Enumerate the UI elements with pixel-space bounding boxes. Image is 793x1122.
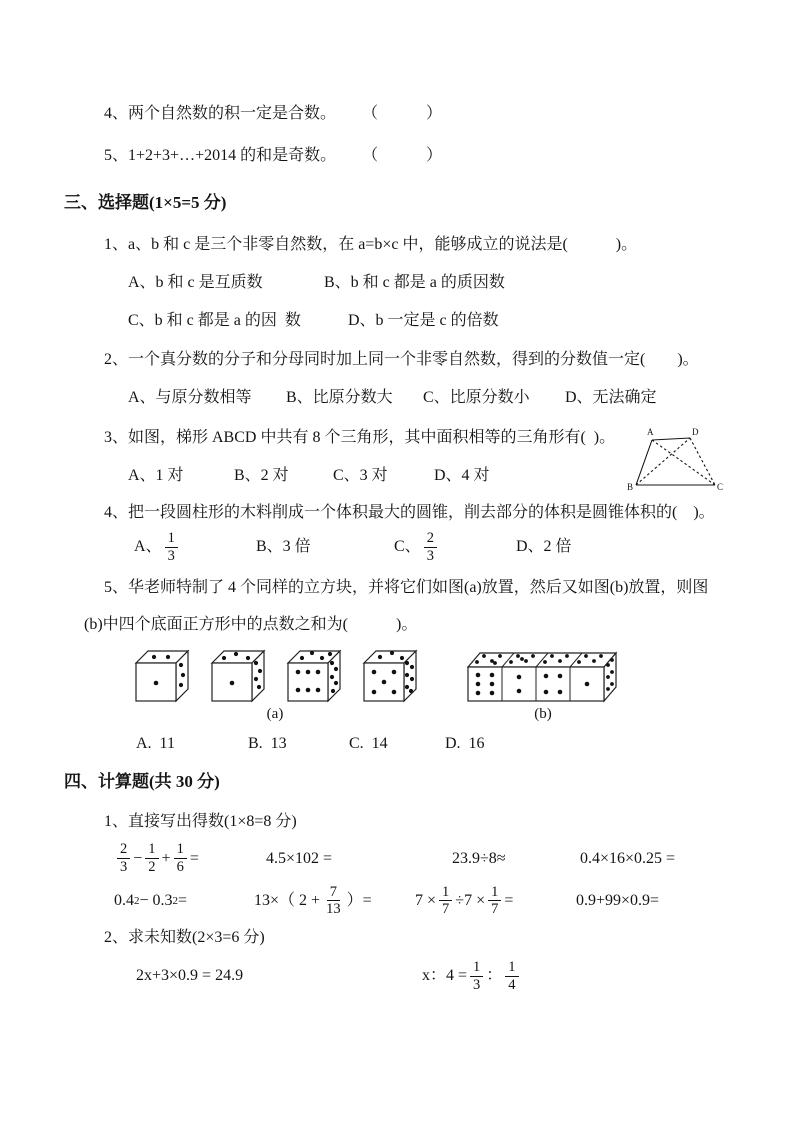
choice-q1-option-b: B、b 和 c 都是 a 的质因数 [324, 274, 505, 291]
calc-expr-3: 23.9÷8≈ [452, 849, 506, 867]
fraction-1-7: $\frac{1}{7}$ [439, 884, 452, 918]
fraction-7-13: $\frac{7}{13}$ [326, 883, 341, 918]
equals-sign: = [504, 891, 514, 909]
choice-q4-stem: 4、把一段圆柱形的木料削成一个体积最大的圆锥，削去部分的体积是圆锥体积的( )。 [104, 504, 715, 521]
figure-a-group [130, 645, 420, 722]
choice-q5-stem-line2: (b)中四个底面正方形中的点数之和为( )。 [84, 616, 418, 634]
choice-q3-option-d: D、4 对 [434, 467, 490, 484]
truefalse-item-5 [104, 144, 745, 167]
tf4-text: 4、两个自然数的积一定是合数。 [104, 105, 337, 122]
fraction-1-6: $\frac{1}{6}$ [174, 841, 187, 875]
option-c-label: C、 [394, 538, 421, 556]
expr-prefix: 7 × [415, 891, 437, 909]
choice-q4-options [134, 530, 745, 564]
section-calc-heading: 四、计算题(共 30 分) [64, 772, 220, 792]
choice-q3-stem: 3、如图，梯形 ABCD 中共有 8 个三角形，其中面积相等的三角形有( )。 [104, 429, 616, 446]
choice-q5-option-d: D. 16 [445, 735, 485, 753]
truefalse-item-4 [104, 102, 745, 125]
tf5-text: 5、1+2+3+…+2014 的和是奇数。 [104, 147, 337, 164]
expr-suffix: ）= [346, 891, 372, 909]
choice-q4-option-c [394, 530, 516, 564]
choice-q4-option-a [134, 530, 256, 564]
choice-q1-option-a: A、b 和 c 是互质数 [128, 274, 263, 291]
calc-expr-099: 0.9+99×0.9= [576, 891, 660, 909]
calc-expr-13x [254, 884, 415, 918]
equals-sign: = [189, 849, 199, 867]
calc-sub2-row [136, 959, 745, 993]
fraction-2-3: $\frac{2}{3}$ [117, 841, 130, 875]
vertex-c-label: C [717, 482, 723, 492]
fraction-two-thirds: $\frac{2}{3}$ [424, 530, 437, 564]
vertex-b-label: B [627, 482, 634, 492]
figure-a-dice [130, 645, 420, 705]
exponent: 2 [172, 894, 179, 907]
choice-q3-option-a: A、1 对 [128, 467, 184, 484]
calc-expr-2: 4.5×102 = [266, 849, 333, 867]
figure-b-group [462, 645, 624, 722]
colon-sign: ： [486, 967, 503, 985]
equation-solve-x: 2x+3×0.9 = 24.9 [136, 967, 244, 985]
equation-proportion [422, 959, 522, 993]
fraction-1-4: $\frac{1}{4}$ [505, 959, 518, 993]
choice-q2-stem: 2、一个真分数的分子和分母同时加上同一个非零自然数，得到的分数值一定( )。 [104, 351, 699, 368]
choice-q5-options [136, 732, 745, 755]
choice-q1-options-cd [128, 309, 745, 332]
calc-sub2-title: 2、求未知数(2×3=6 分) [104, 929, 265, 947]
tf4-answer-paren: （ ） [370, 105, 443, 122]
die-2 [206, 645, 268, 705]
choice-q5-option-a: A. 11 [136, 735, 175, 753]
trapezoid-edges [636, 438, 715, 485]
choice-q1-option-d: D、b 一定是 c 的倍数 [348, 312, 499, 329]
calc-expr-squares [114, 891, 254, 911]
fraction-1-2: $\frac{1}{2}$ [145, 841, 158, 875]
base-0.3: − 0.3 [139, 891, 173, 909]
vertex-d-label: D [692, 427, 699, 437]
choice-q2-options [128, 386, 745, 409]
calc-expr-fractions [114, 841, 266, 875]
choice-q2-option-d: D、无法确定 [565, 389, 657, 406]
calc-row-2 [114, 884, 745, 918]
calc-expr-4: 0.4×16×0.25 = [580, 849, 676, 867]
choice-q1-options-ab [128, 271, 745, 294]
choice-q3-option-c: C、3 对 [333, 467, 388, 484]
die-4 [358, 645, 420, 705]
choice-q5-option-c: C. 14 [349, 735, 388, 753]
trapezoid-labels [627, 427, 723, 492]
plus-op: + [161, 849, 171, 867]
minus-op: − [133, 849, 143, 867]
choice-q3-block [64, 426, 745, 492]
die-3 [282, 645, 344, 705]
fraction-one-third: $\frac{1}{3}$ [165, 530, 178, 564]
option-a-label: A、 [134, 538, 162, 556]
vertex-a-label: A [647, 427, 654, 437]
equals-sign: = [178, 891, 188, 909]
dice-row-b [462, 645, 624, 705]
trapezoid-figure [627, 426, 723, 496]
dice-figures [130, 645, 745, 722]
calc-expr-sevens [415, 884, 576, 918]
choice-q1-stem: 1、a、b 和 c 是三个非零自然数，在 a=b×c 中，能够成立的说法是( )。 [104, 236, 638, 253]
fraction-1-7b: $\frac{1}{7}$ [488, 884, 501, 918]
proportion-prefix: x：4 = [422, 967, 468, 985]
fraction-1-3: $\frac{1}{3}$ [470, 959, 483, 993]
base-0.4: 0.4 [114, 891, 134, 909]
choice-q5-option-b: B. 13 [248, 735, 287, 753]
choice-q1-option-c: C、b 和 c 都是 a 的因 数 [128, 312, 301, 329]
expr-prefix: 13×（ 2 + [254, 891, 321, 909]
tf5-answer-paren: （ ） [370, 147, 443, 164]
figure-a-label: (a) [266, 706, 284, 723]
calc-row-1 [114, 841, 745, 875]
choice-q5-stem-line1: 5、华老师特制了 4 个同样的立方块，并将它们如图(a)放置，然后又如图(b)放置，则图 [104, 579, 709, 597]
choice-q3-option-b: B、2 对 [234, 467, 289, 484]
calc-sub1-title: 1、直接写出得数(1×8=8 分) [104, 813, 297, 831]
exponent: 2 [134, 894, 140, 907]
choice-q2-option-c: C、比原分数小 [423, 389, 530, 406]
choice-q4-option-d: D、2 倍 [516, 538, 572, 556]
choice-q2-option-b: B、比原分数大 [286, 389, 393, 406]
figure-b-label: (b) [534, 706, 552, 723]
choice-q2-option-a: A、与原分数相等 [128, 389, 252, 406]
choice-q4-option-b: B、3 倍 [256, 538, 311, 556]
section-choice-heading: 三、选择题(1×5=5 分) [64, 193, 227, 212]
die-1 [130, 645, 192, 705]
expr-middle: ÷7 × [455, 891, 486, 909]
